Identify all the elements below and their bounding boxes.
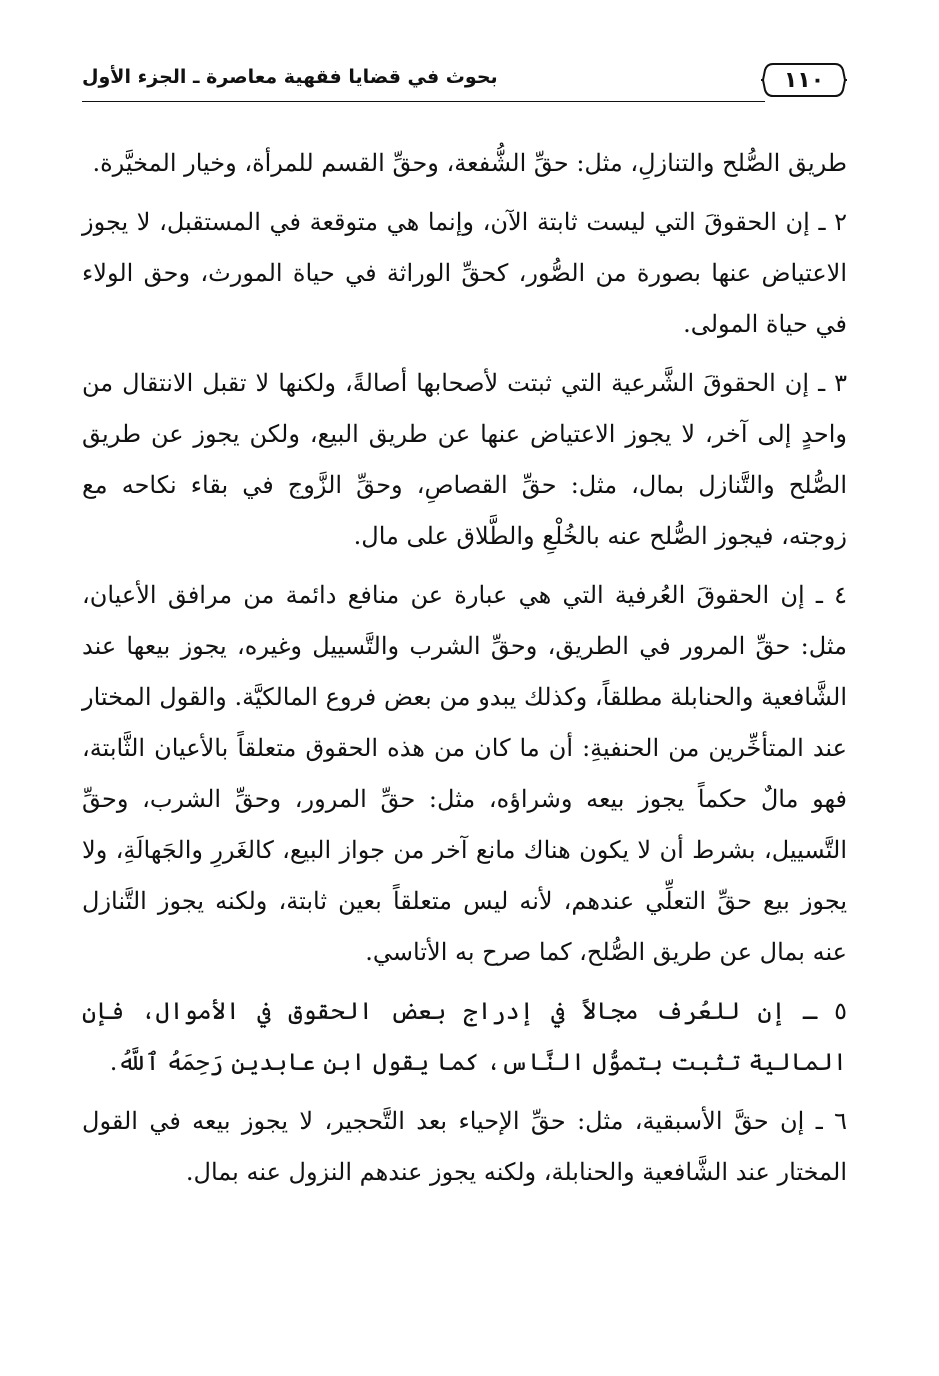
body-text bbox=[82, 138, 847, 1206]
running-header bbox=[82, 60, 847, 102]
paragraph-item-6: ٦ ـ إن حقَّ الأسبقية، مثل: حقِّ الإحياء بعد التَّحجير، لا يجوز بيعه في القول المختار عند الشَّافعية والحنابلة، ولكنه يجوز عندهم النزول عنه بمال. bbox=[82, 1107, 847, 1186]
running-title: بحوث في قضايا فقهية معاصرة ـ الجزء الأول bbox=[82, 66, 498, 88]
paragraph-item-5: ٥ ـ إن للعُرف مجالاً في إدراج بعض الحقوق في الأموال، فإن المالية تثبت بتموُّل النَّاس، كما يقول ابن عابدين رَحِمَهُ ٱللَّهُ. bbox=[82, 997, 847, 1076]
paragraph-item-2: ٢ ـ إن الحقوقَ التي ليست ثابتة الآن، وإنما هي متوقعة في المستقبل، لا يجوز الاعتياض عنها بصورة من الصُّور، كحقِّ الوراثة في حياة المورث، وحق الولاء في حياة المولى. bbox=[82, 208, 847, 338]
page-number-badge bbox=[761, 60, 847, 100]
header-divider bbox=[82, 101, 765, 102]
paragraph-continuation: طريق الصُّلح والتنازلِ، مثل: حقِّ الشُّفعة، وحقِّ القسم للمرأة، وخيار المخيَّرة. bbox=[92, 149, 847, 177]
paragraph-item-4: ٤ ـ إن الحقوقَ العُرفية التي هي عبارة عن منافع دائمة من مرافق الأعيان، مثل: حقِّ المرور في الطريق، وحقِّ الشرب والتَّسييل وغيره، يجوز بيعها عند الشَّافعية والحنابلة مطلقاً، وكذلك يبدو من بعض فروع المالكيَّة. والقول المختار عند المتأخِّرين من الحنفيةِ: أن ما كان من هذه الحقوق متعلقاً بالأعيان الثَّابتة، فهو مالٌ حكماً يجوز بيعه وشراؤه، مثل: حقِّ المرور، وحقِّ الشرب، وحقِّ التَّسييل، بشرط أن لا يكون هناك مانع آخر من جواز البيع، كالغَررِ والجَهالَةِ، ولا يجوز بيع حقِّ التعلِّي عندهم، لأنه ليس متعلقاً بعين ثابتة، ولكنه يجوز التَّنازل عنه بمال عن طريق الصُّلح، كما صرح به الأتاسي. bbox=[82, 581, 847, 966]
page-number: ١١٠ bbox=[783, 67, 825, 93]
paragraph-item-3: ٣ ـ إن الحقوقَ الشَّرعية التي ثبتت لأصحابها أصالةً، ولكنها لا تقبل الانتقال من واحدٍ إلى آخر، لا يجوز الاعتياض عنها عن طريق البيع، ولكن يجوز عن طريق الصُّلح والتَّنازل بمال، مثل: حقِّ القصاصِ، وحقِّ الزَّوج في بقاء نكاحه مع زوجته، فيجوز الصُّلح عنه بالخُلْعِ والطَّلاق على مال. bbox=[82, 369, 847, 550]
